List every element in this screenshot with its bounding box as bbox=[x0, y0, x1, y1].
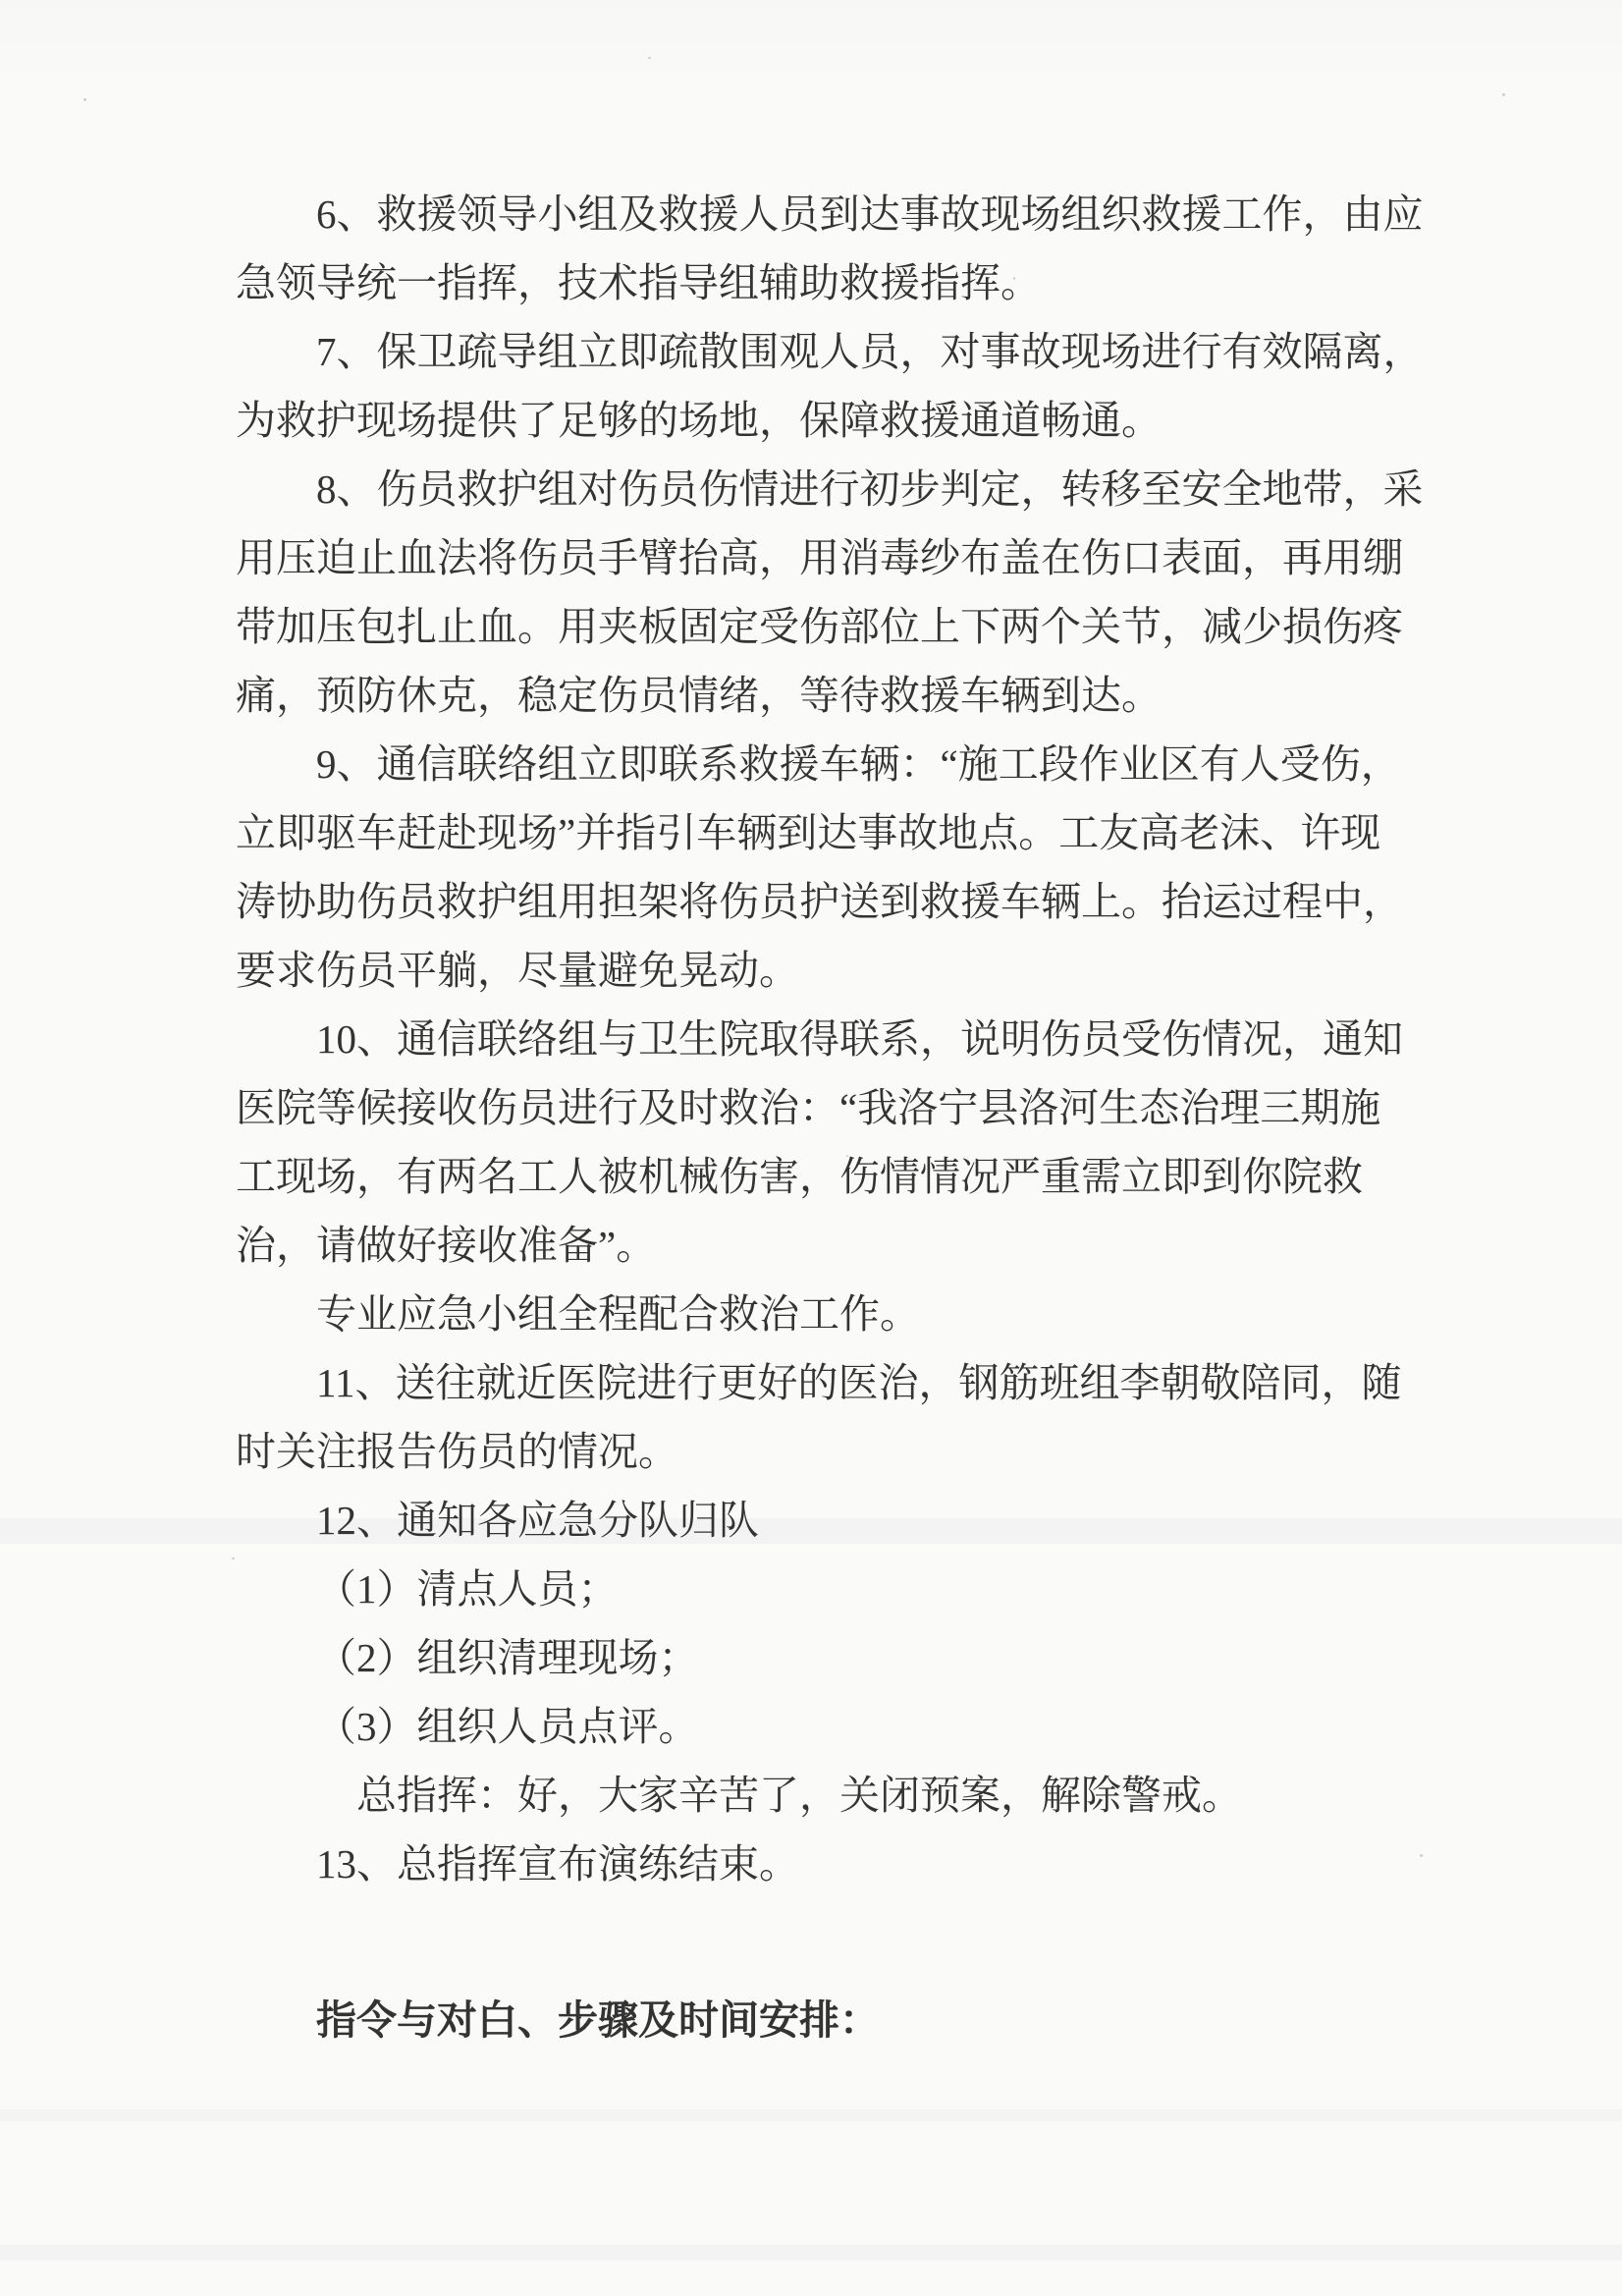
text-line: 涛协助伤员救护组用担架将伤员护送到救援车辆上。抬运过程中， bbox=[236, 879, 1403, 924]
text-line: 带加压包扎止血。用夹板固定受伤部位上下两个关节，减少损伤疼 bbox=[236, 604, 1403, 649]
blank-space bbox=[236, 1898, 1367, 1986]
scan-speck bbox=[1420, 1854, 1423, 1857]
text-line: 6、救援领导小组及救援人员到达事故现场组织救援工作，由应 bbox=[316, 191, 1424, 237]
text-line: 8、伤员救护组对伤员伤情进行初步判定，转移至安全地带，采 bbox=[316, 466, 1424, 512]
text-line: 立即驱车赶赴现场”并指引车辆到达事故地点。工友高老沫、许现 bbox=[236, 810, 1381, 855]
text-line: 为救护现场提供了足够的场地，保障救援通道畅通。 bbox=[236, 398, 1162, 443]
text-line: 13、总指挥宣布演练结束。 bbox=[316, 1841, 799, 1886]
text-line: 治，请做好接收准备”。 bbox=[236, 1223, 657, 1268]
text-line: 7、保卫疏导组立即疏散围观人员，对事故现场进行有效隔离， bbox=[316, 329, 1424, 374]
text-line: 10、通信联络组与卫生院取得联系，说明伤员受伤情况，通知 bbox=[316, 1016, 1403, 1062]
text-line: 痛，预防休克，稳定伤员情绪，等待救援车辆到达。 bbox=[236, 673, 1162, 718]
text-line: 要求伤员平躺，尽量避免晃动。 bbox=[236, 948, 799, 993]
text-line: 医院等候接收伤员进行及时救治：“我洛宁县洛河生态治理三期施 bbox=[236, 1085, 1381, 1130]
scan-speck bbox=[83, 98, 86, 101]
text-line: 急领导统一指挥，技术指导组辅助救援指挥。 bbox=[236, 260, 1041, 305]
section-heading: 指令与对白、步骤及时间安排： bbox=[316, 1997, 880, 2043]
scan-speck bbox=[1502, 93, 1505, 96]
text-line: 工现场，有两名工人被机械伤害，伤情情况严重需立即到你院救 bbox=[236, 1154, 1363, 1199]
scan-speck bbox=[232, 1558, 235, 1559]
scan-speck bbox=[648, 57, 651, 59]
text-line: （3）组织人员点评。 bbox=[316, 1704, 699, 1749]
text-line: （1）清点人员； bbox=[316, 1566, 619, 1612]
document-body bbox=[236, 180, 1424, 2054]
scan-artifact bbox=[0, 2109, 1622, 2121]
text-line: 12、通知各应急分队归队 bbox=[316, 1498, 759, 1543]
text-line: 总指挥：好，大家辛苦了，关闭预案，解除警戒。 bbox=[356, 1773, 1242, 1818]
text-line: 11、送往就近医院进行更好的医治，钢筋班组李朝敬陪同，随 bbox=[316, 1360, 1402, 1405]
text-line: 用压迫止血法将伤员手臂抬高，用消毒纱布盖在伤口表面，再用绷 bbox=[236, 535, 1403, 580]
text-line: （2）组织清理现场； bbox=[316, 1635, 699, 1680]
text-line: 9、通信联络组立即联系救援车辆：“施工段作业区有人受伤， bbox=[316, 741, 1401, 787]
text-line: 专业应急小组全程配合救治工作。 bbox=[316, 1291, 920, 1337]
scan-artifact bbox=[0, 2245, 1622, 2261]
text-line: 时关注报告伤员的情况。 bbox=[236, 1429, 678, 1474]
